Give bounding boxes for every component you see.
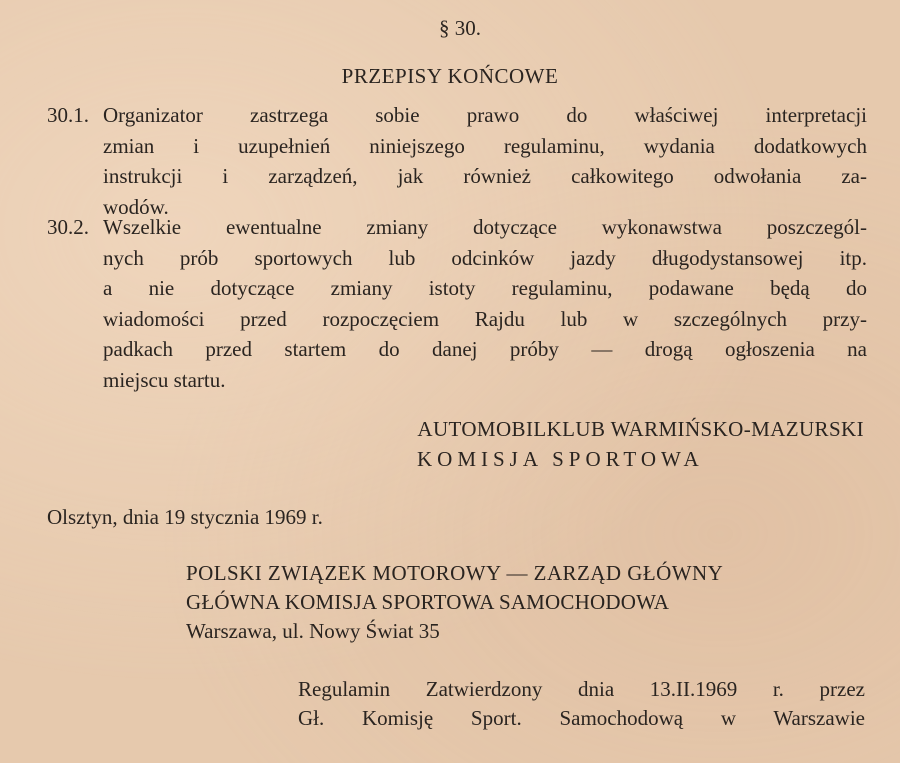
paragraph-line: wodów. xyxy=(103,194,169,219)
paragraph-line: miejscu startu. xyxy=(103,367,226,392)
signature-commission: KOMISJA SPORTOWA xyxy=(417,447,704,471)
pzm-name: POLSKI ZWIĄZEK MOTOROWY — ZARZĄD GŁÓWNY xyxy=(186,561,724,585)
paragraph-30-2 xyxy=(47,212,867,395)
signature-club: AUTOMOBILKLUB WARMIŃSKO-MAZURSKI xyxy=(417,417,864,441)
paragraph-number: 30.2. xyxy=(47,215,89,239)
paragraph-number: 30.1. xyxy=(47,103,89,127)
paragraph-line: wiadomości przed rozpoczęciem Rajdu lub w szczególnych przy- xyxy=(103,306,867,331)
paragraph-line: a nie dotyczące zmiany istoty regulaminu, podawane będą do xyxy=(103,276,867,300)
pzm-commission: GŁÓWNA KOMISJA SPORTOWA SAMOCHODOWA xyxy=(186,590,670,614)
paragraph-line: zmian i uzupełnień niniejszego regulaminu, wydania dodatkowych xyxy=(103,133,867,158)
paragraph-line: Organizator zastrzega sobie prawo do właściwej interpretacji xyxy=(103,103,867,127)
approval-line: Gł. Komisję Sport. Samochodową w Warszawie xyxy=(298,706,865,730)
pzm-address: Warszawa, ul. Nowy Świat 35 xyxy=(186,619,440,643)
paragraph-body xyxy=(103,212,867,395)
paragraph-line: padkach przed startem do danej próby — drogą ogłoszenia na xyxy=(103,337,867,361)
approval-line: Regulamin Zatwierdzony dnia 13.II.1969 r. przez xyxy=(298,677,865,701)
paragraph-body xyxy=(103,100,867,222)
paragraph-30-1 xyxy=(47,100,867,222)
section-title: PRZEPISY KOŃCOWE xyxy=(341,64,559,88)
approval-note xyxy=(298,706,865,731)
place-and-date: Olsztyn, dnia 19 stycznia 1969 r. xyxy=(47,505,323,529)
approval-note xyxy=(298,677,865,702)
section-number: § 30. xyxy=(439,16,481,40)
paragraph-line: instrukcji i zarządzeń, jak również całkowitego odwołania za- xyxy=(103,164,867,188)
paragraph-line: Wszelkie ewentualne zmiany dotyczące wykonawstwa poszczegól- xyxy=(103,215,867,239)
paragraph-line: nych prób sportowych lub odcinków jazdy długodystansowej itp. xyxy=(103,245,867,270)
